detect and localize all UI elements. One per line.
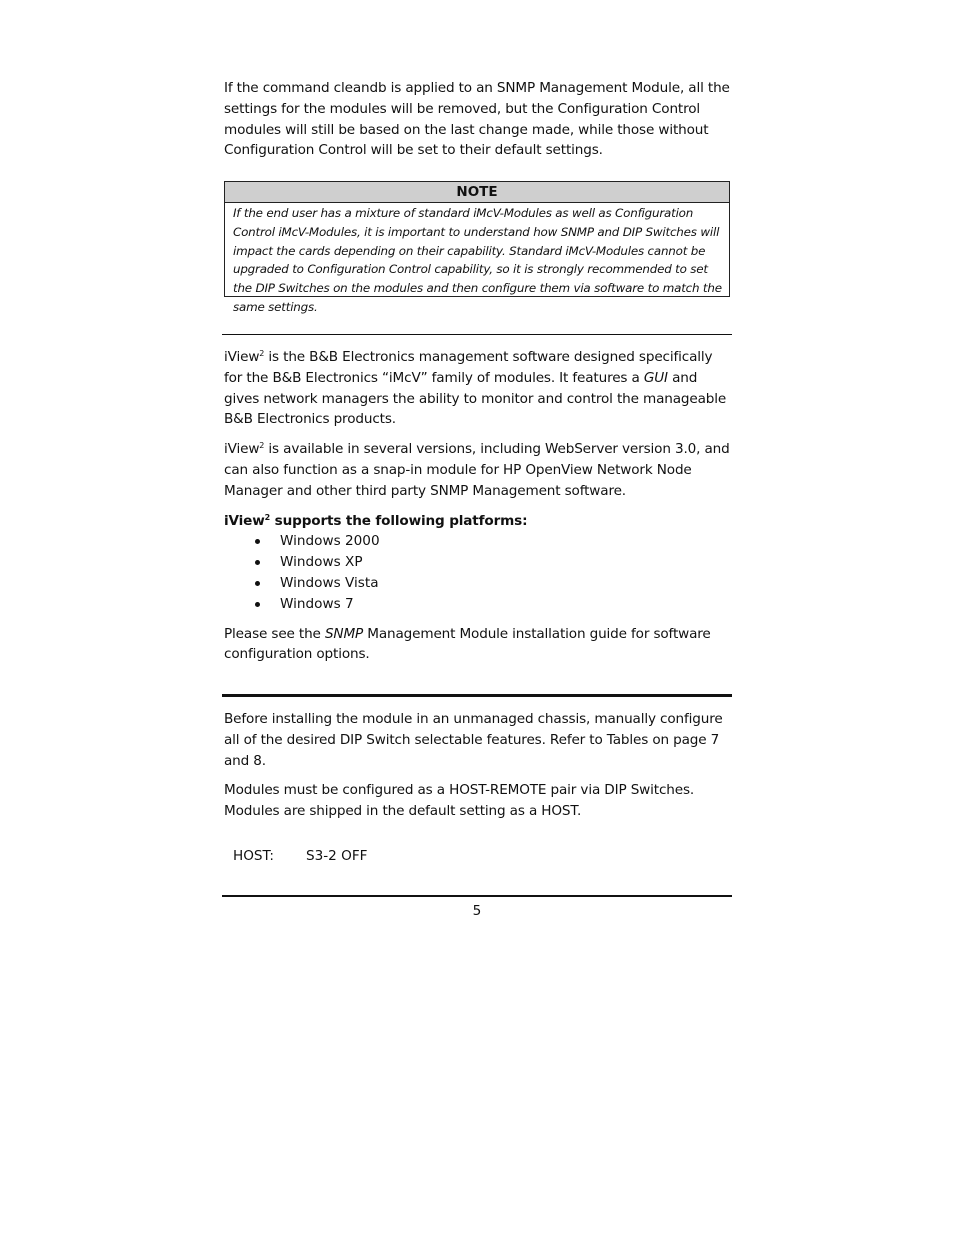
see-text-b: Management Module installation guide for software configuration options. <box>224 625 711 663</box>
platform-label: Windows XP <box>280 554 363 571</box>
section-divider-thin <box>222 334 732 335</box>
unmanaged-paragraph-1: Before installing the module in an unmanaged chassis, manually configure all of the desired DIP Switch selectable features. Refer to Tables on page 7 and 8. <box>224 711 723 769</box>
iview-superscript: 2 <box>264 512 271 522</box>
host-value: S3-2 OFF <box>306 848 368 864</box>
bullet-icon <box>255 560 260 565</box>
iview-superscript: 2 <box>259 349 265 358</box>
see-text-a: Please see the <box>224 625 325 642</box>
platform-label: Windows 7 <box>280 595 354 612</box>
list-item <box>224 594 732 615</box>
unmanaged-paragraph-2: Modules must be configured as a HOST-REMOTE pair via DIP Switches. Modules are shipped in the default setting as a HOST. <box>224 782 695 820</box>
iview-name: iView <box>224 349 260 365</box>
snmp-term: SNMP <box>324 625 364 642</box>
iview-paragraph-2 <box>224 439 732 501</box>
iview-name: iView <box>224 512 265 529</box>
iview-superscript: 2 <box>259 441 265 451</box>
iview-text-b: and gives network managers the ability to monitor and control the manageable B&B Electronics products. <box>224 369 727 428</box>
intro-section <box>224 78 732 161</box>
page-number: 5 <box>472 903 482 919</box>
platform-label: Windows 2000 <box>280 533 380 550</box>
list-item <box>224 573 732 594</box>
bullet-icon <box>255 602 260 607</box>
section-divider-thick <box>222 694 732 697</box>
footer-divider <box>222 895 732 897</box>
intro-paragraph: If the command cleandb is applied to an SNMP Management Module, all the settings for the modules will be removed, but the Configuration Control modules will still be based on the last change made, while those without Configuration Control will be set to their default settings. <box>224 80 730 159</box>
iview-paragraph-3 <box>224 624 732 666</box>
iview-versions-text: is available in several versions, including WebServer version 3.0, and can also function as a snap-in module for HP OpenView Network Node Manager and other third party SNMP Management software. <box>224 441 730 499</box>
bullet-icon <box>255 539 260 544</box>
host-label: HOST: <box>233 848 274 864</box>
unmanaged-section <box>224 709 732 822</box>
note-body: If the end user has a mixture of standard iMcV-Modules as well as Configuration Control iMcV-Modules, it is important to understand how SNMP and DIP Switches will impact the cards depending on their capability. Standard iMcV-Modules cannot be upgraded to Configuration Control capability, so it is strongly recommended to set the DIP Switches on the modules and then configure them via software to match the same settings. <box>233 206 722 314</box>
platform-label: Windows Vista <box>280 574 379 591</box>
iview-paragraph-1 <box>224 347 732 430</box>
iview-name: iView <box>224 441 260 458</box>
bullet-icon <box>255 581 260 586</box>
list-item <box>224 531 732 552</box>
gui-term: GUI <box>643 369 668 386</box>
platforms-list <box>224 531 732 614</box>
host-setting-row <box>233 846 368 866</box>
note-heading: NOTE <box>225 182 729 203</box>
iview-section <box>224 347 732 665</box>
note-box <box>224 181 730 314</box>
platforms-heading <box>224 511 732 532</box>
iview-text-a: is the B&B Electronics management software designed specifically for the B&B Electronics “iMcV” family of modules. It features a <box>224 349 713 386</box>
list-item <box>224 552 732 573</box>
platforms-heading-text: supports the following platforms: <box>270 512 528 529</box>
